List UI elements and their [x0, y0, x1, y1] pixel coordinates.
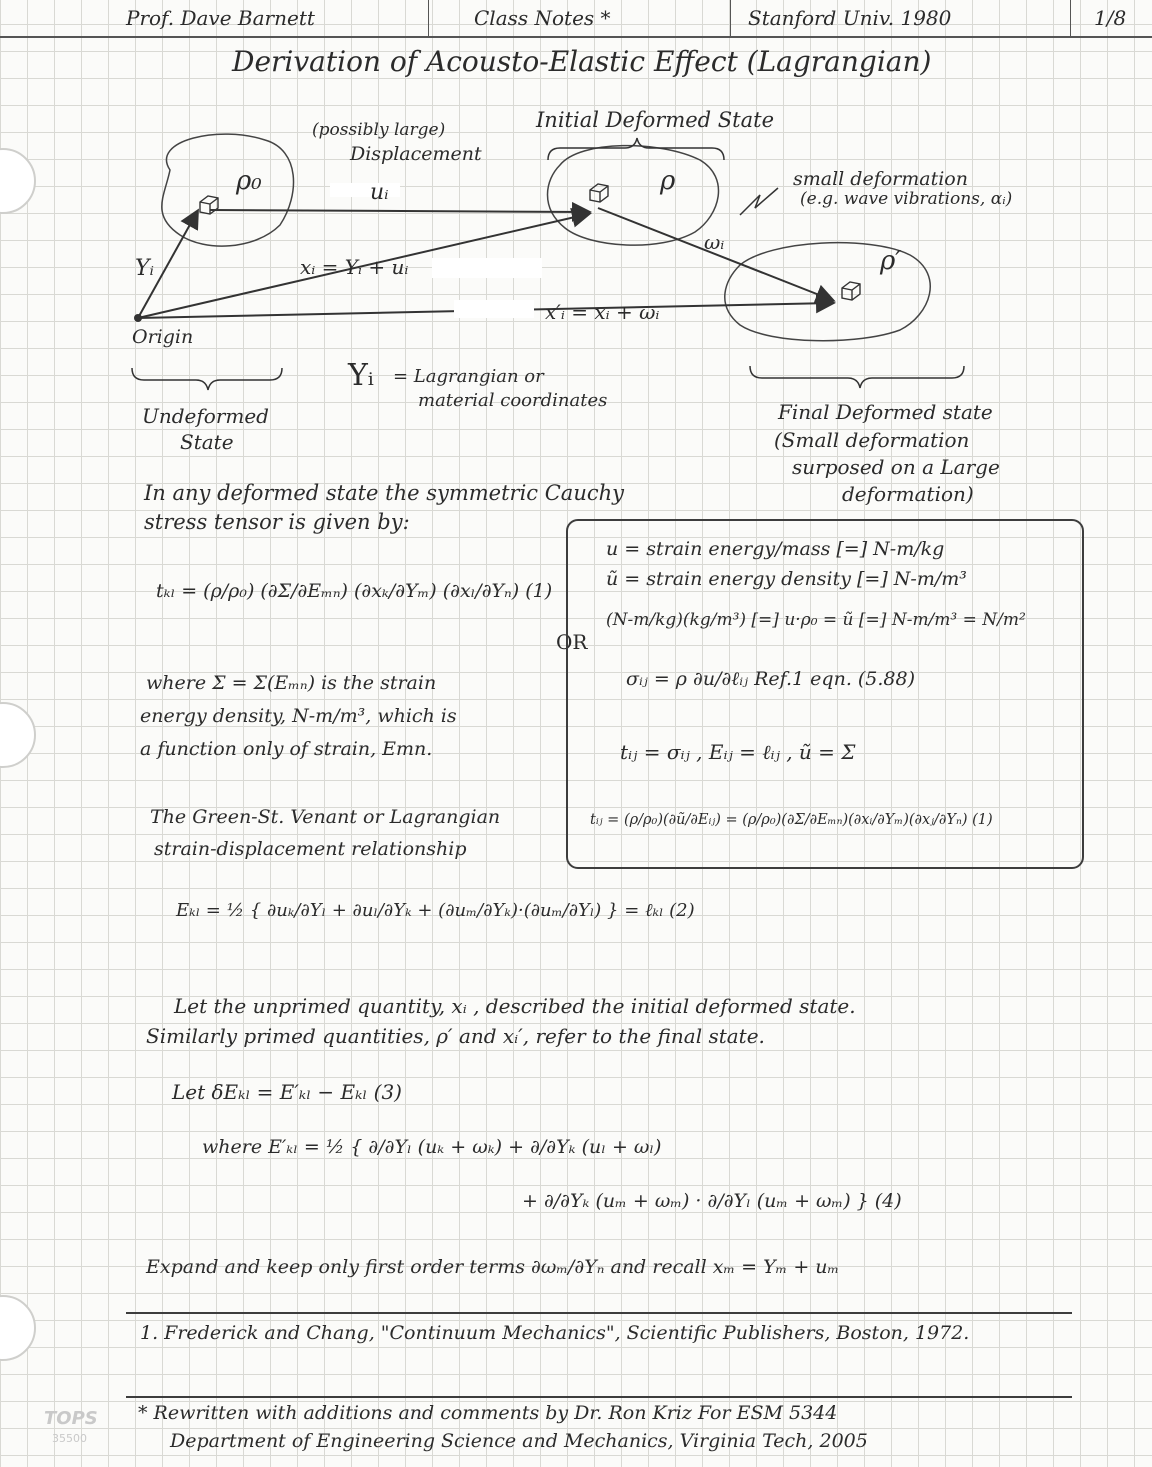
intro-line-2: stress tensor is given by:: [144, 510, 410, 534]
green-line-2: strain-displacement relationship: [154, 838, 467, 860]
Y-symbol: Yᵢ: [348, 358, 374, 393]
footnote-rule: [126, 1312, 1072, 1314]
rho0-label: ρ₀: [236, 166, 262, 196]
x-equation: xᵢ = Yᵢ + uᵢ: [300, 255, 409, 279]
whiteout: [330, 183, 400, 197]
page-title: Derivation of Acousto-Elastic Effect (Lagrangian): [232, 45, 932, 78]
green-line-1: The Green-St. Venant or Lagrangian: [150, 806, 501, 828]
displacement-label: Displacement: [350, 143, 482, 165]
whiteout: [432, 258, 542, 278]
paper-brand-number: 35500: [52, 1432, 87, 1445]
footnote: 1. Frederick and Chang, "Continuum Mechanics", Scientific Publishers, Boston, 1972.: [140, 1322, 970, 1344]
rho-label: ρ: [660, 166, 676, 196]
whiteout: [454, 300, 534, 318]
final-state-label-1: Final Deformed state: [778, 400, 993, 424]
intro-line-1: In any deformed state the symmetric Cauchy: [144, 481, 624, 505]
where-line-1: where Σ = Σ(Eₘₙ) is the strain: [146, 672, 437, 694]
final-state-brace: [750, 366, 964, 388]
box-line-1: u = strain energy/mass [=] N-m/kg: [606, 538, 945, 560]
equation-4-line-2: + ∂/∂Yₖ (uₘ + ωₘ) · ∂/∂Yₗ (uₘ + ωₘ) } (4): [522, 1190, 902, 1212]
equation-4-line-1: where E′ₖₗ = ½ { ∂/∂Yₗ (uₖ + ωₖ) + ∂/∂Yₖ (uₗ + ωₗ): [202, 1136, 662, 1158]
initial-state-brace: [548, 138, 724, 160]
equation-1: tₖₗ = (ρ/ρ₀) (∂Σ/∂Eₘₙ) (∂xₖ/∂Yₘ) (∂xₗ/∂Yₙ) (1): [156, 580, 553, 602]
small-deformation-example: (e.g. wave vibrations, αᵢ): [800, 189, 1013, 209]
undeformed-body: [162, 134, 294, 246]
paper-brand-logo: TOPS: [44, 1408, 98, 1429]
class-label: Class Notes *: [474, 6, 611, 30]
w-label: ωᵢ: [704, 230, 725, 254]
credit-line-1: * Rewritten with additions and comments by Dr. Ron Kriz For ESM 5344: [138, 1402, 838, 1424]
small-deformation-label: small deformation: [793, 168, 968, 190]
let-line-2: Similarly primed quantities, ρ′ and xᵢ′, refer to the final state.: [146, 1024, 765, 1048]
Y-label: Yᵢ: [135, 256, 154, 281]
box-line-6: tᵢⱼ = (ρ/ρ₀)(∂ũ/∂Eᵢⱼ) = (ρ/ρ₀)(∂Σ/∂Eₘₙ)(∂xᵢ/∂Yₘ)(∂xⱼ/∂Yₙ) (1): [590, 812, 993, 828]
school-label: Stanford Univ. 1980: [748, 6, 952, 30]
box-line-3: (N-m/kg)(kg/m³) [=] u·ρ₀ = ũ [=] N-m/m³ = N/m²: [606, 610, 1026, 630]
particle-cube: [842, 282, 860, 300]
undeformed-label-2: State: [180, 430, 234, 454]
final-state-label-2: (Small deformation: [774, 428, 970, 452]
equation-3: Let δEₖₗ = E′ₖₗ − Eₖₗ (3): [172, 1080, 402, 1104]
equation-2: Eₖₗ = ½ { ∂uₖ/∂Yₗ + ∂uₗ/∂Yₖ + (∂uₘ/∂Yₖ)·(∂uₘ/∂Yₗ) } = ℓₖₗ (2): [176, 900, 695, 921]
displacement-note: (possibly large): [312, 120, 446, 140]
initial-state-label: Initial Deformed State: [536, 108, 774, 132]
where-line-3: a function only of strain, Emn.: [140, 738, 433, 760]
author: Prof. Dave Barnett: [126, 6, 315, 30]
origin-label: Origin: [132, 326, 194, 348]
box-line-2: ũ = strain energy density [=] N-m/m³: [606, 568, 967, 590]
box-line-5: tᵢⱼ = σᵢⱼ , Eᵢⱼ = ℓᵢⱼ , ũ = Σ: [620, 740, 856, 764]
final-state-label-3: surposed on a Large: [792, 455, 1000, 479]
particle-cube: [200, 196, 218, 214]
expand-line: Expand and keep only first order terms ∂ωₘ/∂Yₙ and recall xₘ = Yₘ + uₘ: [146, 1256, 840, 1278]
deformation-diagram: [0, 0, 1152, 520]
page-number: 1/8: [1094, 6, 1127, 30]
small-deformation-pointer: [740, 188, 778, 215]
xprime-equation: x′ᵢ = xᵢ + ωᵢ: [545, 300, 660, 324]
Y-definition-2: material coordinates: [418, 390, 608, 411]
where-line-2: energy density, N-m/m³, which is: [140, 705, 457, 727]
box-line-4: σᵢⱼ = ρ ∂u/∂ℓᵢⱼ Ref.1 eqn. (5.88): [626, 668, 916, 690]
origin-point: [134, 314, 142, 322]
rho-prime-label: ρ′: [880, 246, 902, 276]
initial-deformed-body: [548, 146, 719, 246]
undeformed-brace: [132, 368, 282, 390]
particle-cube: [590, 184, 608, 202]
credit-rule: [126, 1396, 1072, 1398]
w-vector: [598, 208, 832, 300]
final-state-label-4: deformation): [842, 482, 974, 506]
or-label: OR: [556, 630, 588, 654]
Y-definition-1: = Lagrangian or: [393, 366, 544, 387]
u-label: uᵢ: [370, 180, 389, 205]
let-line-1: Let the unprimed quantity, xᵢ , described the initial deformed state.: [174, 994, 856, 1018]
credit-line-2: Department of Engineering Science and Mechanics, Virginia Tech, 2005: [170, 1430, 868, 1452]
u-vector: [210, 210, 588, 212]
undeformed-label-1: Undeformed: [142, 404, 269, 428]
